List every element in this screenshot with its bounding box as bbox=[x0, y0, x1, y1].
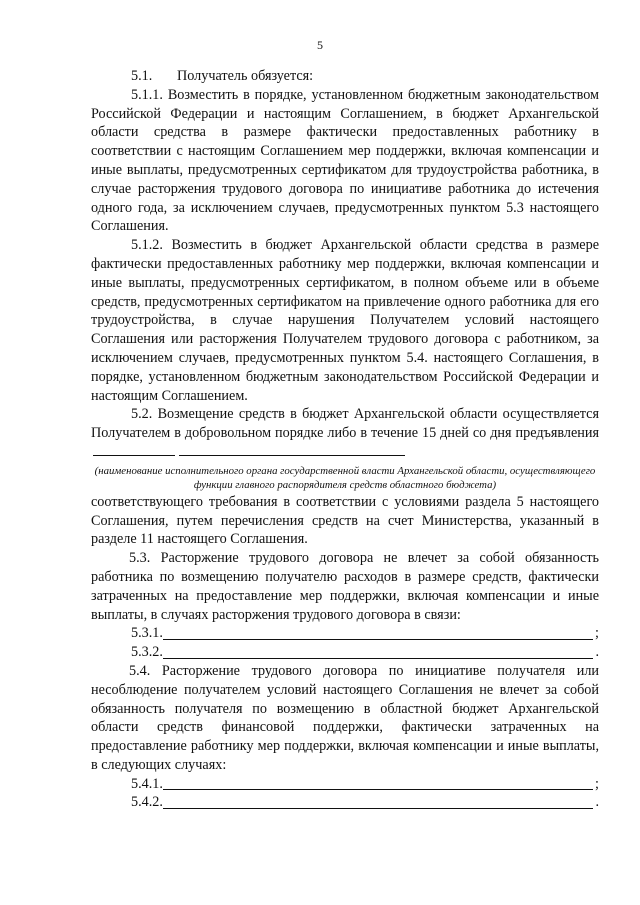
clause-5-2-part-2: соответствующего требования в соответствии с условиями раздела 5 настоящего Соглашения, путем перечисления средств на счет Министерства, указанный в разделе 11 настоящего Соглашения. bbox=[91, 493, 599, 548]
section-5-1-title: Получатель обязуется: bbox=[177, 68, 314, 84]
clause-5-2-part-1 bbox=[91, 405, 599, 461]
clause-5-3-2-row bbox=[91, 643, 599, 662]
authority-blank-long bbox=[179, 443, 405, 456]
clause-5-4-1-blank-line bbox=[163, 775, 593, 790]
page-number: 5 bbox=[317, 38, 323, 52]
clause-5-4-2-row bbox=[91, 793, 599, 812]
section-5-1-number: 5.1. bbox=[131, 68, 153, 84]
clause-5-3-1-end: ; bbox=[595, 625, 599, 642]
clause-5-3-2-label: 5.3.2. bbox=[131, 644, 163, 661]
clause-5-2-text: 5.2. Возмещение средств в бюджет Архангельской области осуществляется Получателем в добровольном порядке либо в течение 15 дней со дня предъявления bbox=[91, 406, 599, 442]
clause-5-3-2-end: . bbox=[595, 644, 599, 661]
authority-name-note: (наименование исполнительного органа государственной власти Архангельской области, осуществляющего функции главного распорядителя средств областного бюджета) bbox=[94, 464, 596, 492]
document-body bbox=[91, 67, 599, 812]
clause-5-1-2: 5.1.2. Возместить в бюджет Архангельской области средства в размере фактически предоставленных работнику мер поддержки, включая компенсации и иные выплаты, предусмотренных сертификатом, в полном объеме или в объеме средств, предусмотренных сертификатом на привлечение одного работника для его трудоустройства, в случае нарушения Получателем условий настоящего Соглашения или расторжения Получателем трудового договора с работником, за исключением случаев, предусмотренных пунктом 5.4. настоящего Соглашения, в порядке, установленном бюджетным законодательством Российской Федерации и настоящим Соглашением. bbox=[91, 237, 599, 404]
clause-5-4: 5.4. Расторжение трудового договора по инициативе получателя или несоблюдение получателем условий настоящего Соглашения не влечет за собой обязанность получателя по возмещению в областной бюджет Архангельской области средств финансовой поддержки, фактически затраченных на предоставление работнику мер поддержки, включая компенсации и иные выплаты, в следующих случаях: bbox=[91, 662, 599, 773]
section-5-1-heading bbox=[91, 67, 599, 86]
clause-5-4-1-end: ; bbox=[595, 775, 599, 792]
clause-5-3-1-row bbox=[91, 624, 599, 643]
authority-blank-short bbox=[93, 443, 175, 456]
clause-5-3-1-label: 5.3.1. bbox=[131, 625, 163, 642]
clause-5-3-1-blank-line bbox=[163, 625, 593, 640]
clause-5-4-1-label: 5.4.1. bbox=[131, 775, 163, 792]
clause-5-3: 5.3. Расторжение трудового договора не влечет за собой обязанность работника по возмещению получателю расходов в размере средств, фактически затраченных на предоставление мер поддержки, включая компенсации и иные выплаты, в случаях расторжения трудового договора в связи: bbox=[91, 550, 599, 623]
clause-5-4-2-label: 5.4.2. bbox=[131, 794, 163, 811]
clause-5-3-2-blank-line bbox=[163, 644, 594, 659]
clause-5-4-2-blank-line bbox=[163, 794, 594, 809]
clause-5-1-1: 5.1.1. Возместить в порядке, установленном бюджетным законодательством Российской Федерации и настоящим Соглашением, в бюджет Архангельской области средства в размере фактически предоставленных работнику в соответствии с настоящим Соглашением мер поддержки, включая компенсации и иные выплаты, предусмотренных сертификатом для трудоустройства работника, в случае расторжения трудового договора по инициативе работника до истечения одного года, за исключением случаев, предусмотренных пунктом 5.3 настоящего Соглашения. bbox=[91, 86, 599, 235]
clause-5-4-2-end: . bbox=[595, 794, 599, 811]
clause-5-4-1-row bbox=[91, 775, 599, 794]
